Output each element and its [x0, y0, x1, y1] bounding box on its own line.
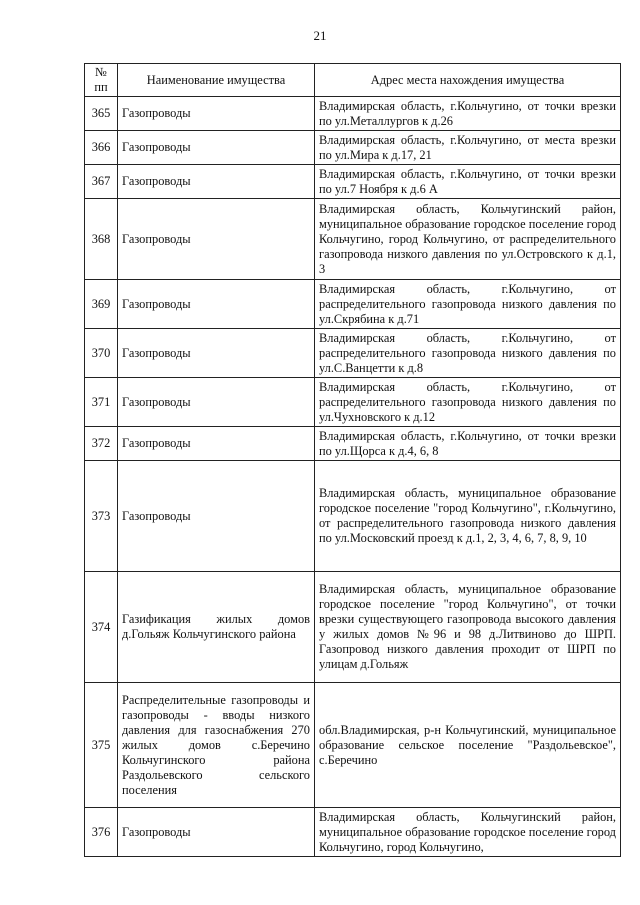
property-address: Владимирская область, Кольчугинский район, муниципальное образование городское поселение город Кольчугино, город Кольчугино,	[315, 808, 621, 857]
row-number: 372	[85, 427, 118, 461]
row-number: 374	[85, 572, 118, 683]
table-row	[85, 131, 621, 165]
property-name: Газопроводы	[118, 329, 315, 378]
property-address: Владимирская область, Кольчугинский район, муниципальное образование городское поселение город Кольчугино, город Кольчугино, от распределительного газопровода низкого давления по ул.Островского к д.1, 3	[315, 199, 621, 280]
property-address: Владимирская область, г.Кольчугино, от места врезки по ул.Мира к д.17, 21	[315, 131, 621, 165]
row-number: 369	[85, 280, 118, 329]
header-property-name: Наименование имущества	[118, 64, 315, 97]
table-row	[85, 572, 621, 683]
row-number: 373	[85, 461, 118, 572]
table-row	[85, 280, 621, 329]
property-name: Газопроводы	[118, 165, 315, 199]
table-row	[85, 683, 621, 808]
property-address: Владимирская область, г.Кольчугино, от точки врезки по ул.Металлургов к д.26	[315, 97, 621, 131]
row-number: 367	[85, 165, 118, 199]
property-address: Владимирская область, г.Кольчугино, от точки врезки по ул.Щорса к д.4, 6, 8	[315, 427, 621, 461]
row-number: 366	[85, 131, 118, 165]
table-row	[85, 808, 621, 857]
page-number: 21	[313, 28, 327, 43]
table-row	[85, 378, 621, 427]
property-address: обл.Владимирская, р-н Кольчугинский, муниципальное образование сельское поселение "Раздольевское", с.Беречино	[315, 683, 621, 808]
row-number: 371	[85, 378, 118, 427]
row-number: 376	[85, 808, 118, 857]
table-row	[85, 461, 621, 572]
table-row	[85, 329, 621, 378]
table-row	[85, 97, 621, 131]
table-row	[85, 199, 621, 280]
property-name: Газопроводы	[118, 378, 315, 427]
table-header-row	[85, 64, 621, 97]
table-row	[85, 427, 621, 461]
header-address: Адрес места нахождения имущества	[315, 64, 621, 97]
table-row	[85, 165, 621, 199]
property-address: Владимирская область, г.Кольчугино, от точки врезки по ул.7 Ноября к д.6 А	[315, 165, 621, 199]
property-name: Газопроводы	[118, 199, 315, 280]
property-name: Газопроводы	[118, 808, 315, 857]
property-name: Газопроводы	[118, 97, 315, 131]
property-address: Владимирская область, муниципальное образование городское поселение "город Кольчугино", г.Кольчугино, от распределительного газопровода низкого давления по ул.Московский проезд к д.1, 2, 3, 4, 6, 7, 8, 9, 10	[315, 461, 621, 572]
row-number: 365	[85, 97, 118, 131]
property-name: Газопроводы	[118, 131, 315, 165]
property-address: Владимирская область, г.Кольчугино, от распределительного газопровода низкого давления по ул.С.Ванцетти к д.8	[315, 329, 621, 378]
header-number: № пп	[85, 64, 118, 97]
property-address: Владимирская область, г.Кольчугино, от распределительного газопровода низкого давления по ул.Скрябина к д.71	[315, 280, 621, 329]
property-address: Владимирская область, муниципальное образование городское поселение "город Кольчугино", от точки врезки существующего газопровода высокого давления у жилых домов №96 и 98 д.Литвиново до ШРП. Газопровод низкого давления проходит от ШРП по улицам д.Гольяж	[315, 572, 621, 683]
row-number: 375	[85, 683, 118, 808]
property-name: Газопроводы	[118, 461, 315, 572]
property-address: Владимирская область, г.Кольчугино, от распределительного газопровода низкого давления по ул.Чухновского к д.12	[315, 378, 621, 427]
row-number: 370	[85, 329, 118, 378]
property-name: Газификация жилых домов д.Гольяж Кольчугинского района	[118, 572, 315, 683]
row-number: 368	[85, 199, 118, 280]
property-name: Газопроводы	[118, 280, 315, 329]
property-name: Распределительные газопроводы и газопроводы - вводы низкого давления для газоснабжения 270 жилых домов с.Беречино Кольчугинского района Раздольевского сельского поселения	[118, 683, 315, 808]
property-table	[84, 63, 621, 857]
property-name: Газопроводы	[118, 427, 315, 461]
